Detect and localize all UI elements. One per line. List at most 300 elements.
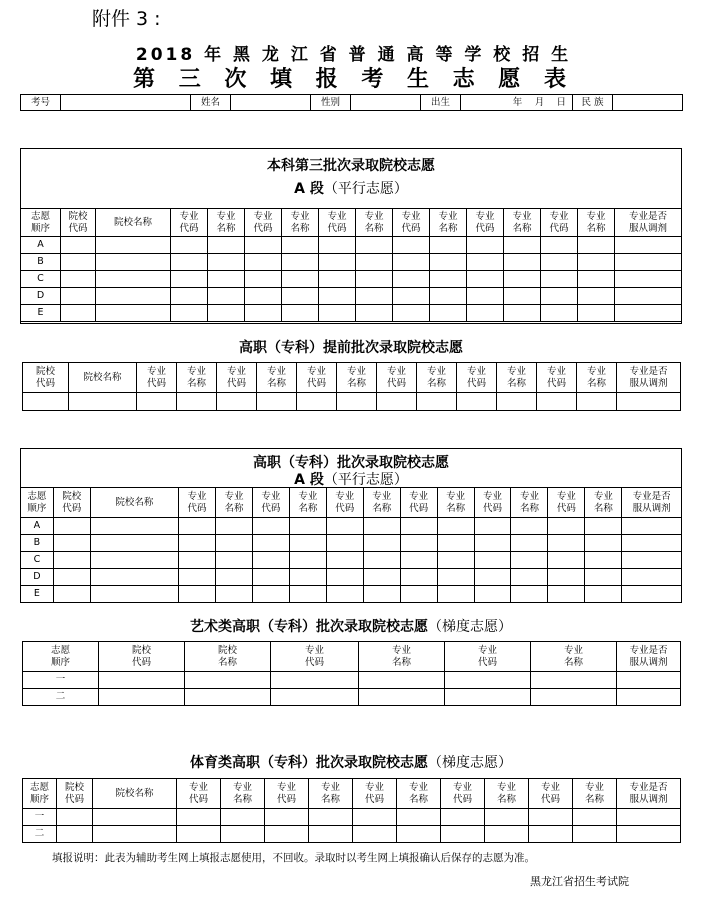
section5-title <box>22 752 680 772</box>
name-label: 姓名 <box>191 95 231 111</box>
input-cell[interactable] <box>356 254 393 271</box>
table-row <box>21 237 682 254</box>
section4-title-main: 艺术类高职（专科）批次录取院校志愿 <box>190 619 428 635</box>
row-label: E <box>21 305 61 322</box>
column-header: 专业是否 服从调剂 <box>617 779 681 809</box>
input-cell[interactable] <box>289 552 326 569</box>
input-cell[interactable] <box>617 809 681 826</box>
input-cell[interactable] <box>393 271 430 288</box>
input-cell[interactable] <box>326 586 363 603</box>
input-cell[interactable] <box>541 271 578 288</box>
header-row <box>23 642 681 672</box>
row-label: C <box>21 271 61 288</box>
column-header: 专业 代码 <box>297 363 337 393</box>
input-cell[interactable] <box>326 535 363 552</box>
input-cell[interactable] <box>393 305 430 322</box>
input-cell[interactable] <box>217 393 257 411</box>
input-cell[interactable] <box>622 586 682 603</box>
input-cell[interactable] <box>511 569 548 586</box>
input-cell[interactable] <box>57 826 93 843</box>
input-cell[interactable] <box>271 689 359 706</box>
table-row <box>21 586 682 603</box>
table-row <box>21 288 682 305</box>
day-label: 日 <box>551 95 573 111</box>
input-cell[interactable] <box>289 535 326 552</box>
column-header: 专业 名称 <box>282 209 319 237</box>
input-cell[interactable] <box>467 305 504 322</box>
input-cell[interactable] <box>282 254 319 271</box>
column-header: 专业 代码 <box>271 642 359 672</box>
input-cell[interactable] <box>504 271 541 288</box>
input-cell[interactable] <box>585 552 622 569</box>
input-cell[interactable] <box>363 586 400 603</box>
input-cell[interactable] <box>397 809 441 826</box>
input-cell[interactable] <box>353 809 397 826</box>
column-header: 院校名称 <box>93 779 177 809</box>
input-cell[interactable] <box>271 672 359 689</box>
input-cell[interactable] <box>326 552 363 569</box>
input-cell[interactable] <box>319 305 356 322</box>
column-header: 专业 代码 <box>474 488 511 518</box>
input-cell[interactable] <box>93 809 177 826</box>
input-cell[interactable] <box>622 535 682 552</box>
input-cell[interactable] <box>179 586 216 603</box>
input-cell[interactable] <box>90 569 178 586</box>
section3-title: 高职（专科）批次录取院校志愿 <box>253 455 449 471</box>
input-cell[interactable] <box>245 237 282 254</box>
column-header: 院校 代码 <box>57 779 93 809</box>
input-cell[interactable] <box>319 237 356 254</box>
column-header: 专业 名称 <box>363 488 400 518</box>
input-cell[interactable] <box>578 288 615 305</box>
section5-title-mode: （梯度志愿） <box>428 755 512 771</box>
input-cell[interactable] <box>61 271 96 288</box>
input-cell[interactable] <box>485 809 529 826</box>
input-cell[interactable] <box>245 305 282 322</box>
input-cell[interactable] <box>400 569 437 586</box>
input-cell[interactable] <box>252 552 289 569</box>
input-cell[interactable] <box>96 288 171 305</box>
column-header: 专业 名称 <box>208 209 245 237</box>
input-cell[interactable] <box>445 689 531 706</box>
input-cell[interactable] <box>245 288 282 305</box>
input-cell[interactable] <box>437 569 474 586</box>
input-cell[interactable] <box>245 254 282 271</box>
input-cell[interactable] <box>430 305 467 322</box>
input-cell[interactable] <box>541 305 578 322</box>
fill-instructions: 填报说明：此表为辅助考生网上填报志愿使用，不回收。录取时以考生网上填报确认后保存的志愿为准。 <box>52 852 535 864</box>
input-cell[interactable] <box>57 809 93 826</box>
input-cell[interactable] <box>467 288 504 305</box>
gender-label: 性别 <box>311 95 351 111</box>
column-header: 专业 代码 <box>541 209 578 237</box>
input-cell[interactable] <box>252 535 289 552</box>
input-cell[interactable] <box>99 672 185 689</box>
input-cell[interactable] <box>511 586 548 603</box>
input-cell[interactable] <box>179 569 216 586</box>
input-cell[interactable] <box>474 552 511 569</box>
input-cell[interactable] <box>363 518 400 535</box>
input-cell[interactable] <box>397 826 441 843</box>
input-cell[interactable] <box>531 672 617 689</box>
input-cell[interactable] <box>467 271 504 288</box>
input-cell[interactable] <box>215 518 252 535</box>
input-cell[interactable] <box>53 535 90 552</box>
input-cell[interactable] <box>573 809 617 826</box>
column-header: 专业 名称 <box>437 488 474 518</box>
input-cell[interactable] <box>282 271 319 288</box>
input-cell[interactable] <box>548 518 585 535</box>
column-header: 院校 代码 <box>53 488 90 518</box>
input-cell[interactable] <box>265 809 309 826</box>
input-cell[interactable] <box>511 518 548 535</box>
column-header: 专业 名称 <box>309 779 353 809</box>
section1-title: 本科第三批次录取院校志愿 <box>267 158 435 174</box>
column-header: 专业 代码 <box>326 488 363 518</box>
input-cell[interactable] <box>377 393 417 411</box>
input-cell[interactable] <box>430 237 467 254</box>
input-cell[interactable] <box>221 826 265 843</box>
input-cell[interactable] <box>393 237 430 254</box>
input-cell[interactable] <box>430 254 467 271</box>
column-header: 专业 代码 <box>457 363 497 393</box>
input-cell[interactable] <box>617 393 681 411</box>
input-cell[interactable] <box>617 826 681 843</box>
ethnicity-field[interactable] <box>613 95 683 111</box>
input-cell[interactable] <box>177 826 221 843</box>
exam-no-field[interactable] <box>61 95 191 111</box>
input-cell[interactable] <box>356 305 393 322</box>
input-cell[interactable] <box>585 518 622 535</box>
input-cell[interactable] <box>541 237 578 254</box>
column-header: 专业 代码 <box>445 642 531 672</box>
input-cell[interactable] <box>353 826 397 843</box>
row-label: A <box>21 518 54 535</box>
column-header: 专业 代码 <box>353 779 397 809</box>
input-cell[interactable] <box>252 569 289 586</box>
input-cell[interactable] <box>309 826 353 843</box>
input-cell[interactable] <box>615 305 682 322</box>
input-cell[interactable] <box>363 535 400 552</box>
input-cell[interactable] <box>615 288 682 305</box>
input-cell[interactable] <box>90 586 178 603</box>
column-header: 专业是否 服从调剂 <box>622 488 682 518</box>
input-cell[interactable] <box>282 237 319 254</box>
column-header: 专业 代码 <box>393 209 430 237</box>
input-cell[interactable] <box>289 569 326 586</box>
input-cell[interactable] <box>179 518 216 535</box>
input-cell[interactable] <box>363 552 400 569</box>
section1-mode: （平行志愿） <box>323 181 408 197</box>
input-cell[interactable] <box>53 552 90 569</box>
column-header: 专业 代码 <box>467 209 504 237</box>
column-header: 院校 代码 <box>99 642 185 672</box>
input-cell[interactable] <box>185 672 271 689</box>
input-cell[interactable] <box>617 689 681 706</box>
input-cell[interactable] <box>467 237 504 254</box>
gender-field[interactable] <box>351 95 421 111</box>
input-cell[interactable] <box>61 288 96 305</box>
column-header: 专业 名称 <box>531 642 617 672</box>
table-row <box>21 305 682 322</box>
input-cell[interactable] <box>474 518 511 535</box>
input-cell[interactable] <box>400 586 437 603</box>
column-header: 专业 代码 <box>319 209 356 237</box>
input-cell[interactable] <box>171 237 208 254</box>
input-cell[interactable] <box>578 271 615 288</box>
column-header: 专业 名称 <box>356 209 393 237</box>
input-cell[interactable] <box>541 288 578 305</box>
input-cell[interactable] <box>359 672 445 689</box>
month-label: 月 <box>529 95 551 111</box>
section3-mode: （平行志愿） <box>323 472 408 488</box>
input-cell[interactable] <box>485 826 529 843</box>
header-row <box>23 779 681 809</box>
input-cell[interactable] <box>441 809 485 826</box>
input-cell[interactable] <box>337 393 377 411</box>
input-cell[interactable] <box>622 552 682 569</box>
input-cell[interactable] <box>356 288 393 305</box>
column-header: 专业 代码 <box>377 363 417 393</box>
input-cell[interactable] <box>504 254 541 271</box>
table-row <box>21 518 682 535</box>
input-cell[interactable] <box>319 254 356 271</box>
name-field[interactable] <box>231 95 311 111</box>
input-cell[interactable] <box>615 271 682 288</box>
input-cell[interactable] <box>617 672 681 689</box>
input-cell[interactable] <box>615 254 682 271</box>
input-cell[interactable] <box>467 254 504 271</box>
input-cell[interactable] <box>504 288 541 305</box>
input-cell[interactable] <box>548 535 585 552</box>
input-cell[interactable] <box>497 393 537 411</box>
input-cell[interactable] <box>96 305 171 322</box>
input-cell[interactable] <box>393 288 430 305</box>
input-cell[interactable] <box>319 271 356 288</box>
input-cell[interactable] <box>511 552 548 569</box>
input-cell[interactable] <box>289 586 326 603</box>
input-cell[interactable] <box>441 826 485 843</box>
input-cell[interactable] <box>430 288 467 305</box>
birth-year-field[interactable] <box>461 95 507 111</box>
column-header: 专业 名称 <box>511 488 548 518</box>
input-cell[interactable] <box>573 826 617 843</box>
input-cell[interactable] <box>537 393 577 411</box>
input-cell[interactable] <box>61 254 96 271</box>
row-label: B <box>21 535 54 552</box>
input-cell[interactable] <box>578 305 615 322</box>
input-cell[interactable] <box>179 535 216 552</box>
column-header: 院校 名称 <box>185 642 271 672</box>
input-cell[interactable] <box>548 552 585 569</box>
input-cell[interactable] <box>437 535 474 552</box>
input-cell[interactable] <box>96 271 171 288</box>
input-cell[interactable] <box>90 552 178 569</box>
input-cell[interactable] <box>326 518 363 535</box>
input-cell[interactable] <box>171 305 208 322</box>
input-cell[interactable] <box>93 826 177 843</box>
column-header: 专业 代码 <box>400 488 437 518</box>
input-cell[interactable] <box>417 393 457 411</box>
input-cell[interactable] <box>257 393 297 411</box>
input-cell[interactable] <box>400 552 437 569</box>
table-row <box>21 254 682 271</box>
input-cell[interactable] <box>445 672 531 689</box>
input-cell[interactable] <box>474 535 511 552</box>
input-cell[interactable] <box>137 393 177 411</box>
column-header: 专业是否 服从调剂 <box>617 642 681 672</box>
input-cell[interactable] <box>474 586 511 603</box>
input-cell[interactable] <box>252 586 289 603</box>
input-cell[interactable] <box>511 535 548 552</box>
input-cell[interactable] <box>504 305 541 322</box>
column-header: 专业 代码 <box>177 779 221 809</box>
input-cell[interactable] <box>90 518 178 535</box>
column-header: 专业 名称 <box>215 488 252 518</box>
input-cell[interactable] <box>615 237 682 254</box>
input-cell[interactable] <box>541 254 578 271</box>
input-cell[interactable] <box>185 689 271 706</box>
input-cell[interactable] <box>359 689 445 706</box>
row-label: D <box>21 288 61 305</box>
input-cell[interactable] <box>585 569 622 586</box>
input-cell[interactable] <box>297 393 337 411</box>
table-row <box>21 552 682 569</box>
input-cell[interactable] <box>53 569 90 586</box>
input-cell[interactable] <box>363 569 400 586</box>
input-cell[interactable] <box>61 237 96 254</box>
input-cell[interactable] <box>215 586 252 603</box>
input-cell[interactable] <box>309 809 353 826</box>
column-header: 专业 代码 <box>537 363 577 393</box>
column-header: 专业 代码 <box>245 209 282 237</box>
input-cell[interactable] <box>430 271 467 288</box>
input-cell[interactable] <box>577 393 617 411</box>
input-cell[interactable] <box>245 271 282 288</box>
input-cell[interactable] <box>215 535 252 552</box>
input-cell[interactable] <box>61 305 96 322</box>
input-cell[interactable] <box>177 809 221 826</box>
input-cell[interactable] <box>289 518 326 535</box>
input-cell[interactable] <box>622 569 682 586</box>
input-cell[interactable] <box>23 393 69 411</box>
row-label: 二 <box>23 689 99 706</box>
input-cell[interactable] <box>171 271 208 288</box>
section3-segment: A 段 <box>294 472 324 488</box>
input-cell[interactable] <box>548 586 585 603</box>
input-cell[interactable] <box>53 586 90 603</box>
input-cell[interactable] <box>282 288 319 305</box>
input-cell[interactable] <box>578 237 615 254</box>
column-header: 专业 名称 <box>221 779 265 809</box>
input-cell[interactable] <box>437 586 474 603</box>
input-cell[interactable] <box>96 254 171 271</box>
column-header: 志愿 顺序 <box>23 642 99 672</box>
input-cell[interactable] <box>393 254 430 271</box>
input-cell[interactable] <box>171 254 208 271</box>
column-header: 专业 名称 <box>577 363 617 393</box>
input-cell[interactable] <box>215 552 252 569</box>
input-cell[interactable] <box>69 393 137 411</box>
input-cell[interactable] <box>177 393 217 411</box>
input-cell[interactable] <box>96 237 171 254</box>
row-label: C <box>21 552 54 569</box>
input-cell[interactable] <box>585 535 622 552</box>
table-row <box>23 809 681 826</box>
input-cell[interactable] <box>215 569 252 586</box>
column-header: 专业是否 服从调剂 <box>615 209 682 237</box>
section1-segment: A 段 <box>294 181 324 197</box>
input-cell[interactable] <box>531 689 617 706</box>
input-cell[interactable] <box>171 288 208 305</box>
input-cell[interactable] <box>265 826 309 843</box>
input-cell[interactable] <box>90 535 178 552</box>
input-cell[interactable] <box>400 518 437 535</box>
input-cell[interactable] <box>474 569 511 586</box>
input-cell[interactable] <box>282 305 319 322</box>
section1-table <box>20 208 682 322</box>
input-cell[interactable] <box>356 271 393 288</box>
input-cell[interactable] <box>529 826 573 843</box>
table-row <box>23 393 681 411</box>
column-header: 专业 名称 <box>417 363 457 393</box>
input-cell[interactable] <box>437 552 474 569</box>
input-cell[interactable] <box>208 237 245 254</box>
input-cell[interactable] <box>319 288 356 305</box>
column-header: 志愿 顺序 <box>21 488 54 518</box>
column-header: 志愿 顺序 <box>23 779 57 809</box>
input-cell[interactable] <box>504 237 541 254</box>
input-cell[interactable] <box>179 552 216 569</box>
input-cell[interactable] <box>400 535 437 552</box>
table-row <box>21 569 682 586</box>
input-cell[interactable] <box>326 569 363 586</box>
input-cell[interactable] <box>252 518 289 535</box>
column-header: 专业 代码 <box>548 488 585 518</box>
section5-title-main: 体育类高职（专科）批次录取院校志愿 <box>190 755 428 771</box>
input-cell[interactable] <box>585 586 622 603</box>
row-label: 一 <box>23 809 57 826</box>
column-header: 院校名称 <box>96 209 171 237</box>
section4-title <box>22 616 680 636</box>
input-cell[interactable] <box>529 809 573 826</box>
input-cell[interactable] <box>548 569 585 586</box>
column-header: 志愿 顺序 <box>21 209 61 237</box>
input-cell[interactable] <box>221 809 265 826</box>
input-cell[interactable] <box>622 518 682 535</box>
input-cell[interactable] <box>356 237 393 254</box>
section1-subtitle <box>21 178 681 198</box>
birth-label: 出生 <box>421 95 461 111</box>
input-cell[interactable] <box>208 305 245 322</box>
column-header: 专业 名称 <box>177 363 217 393</box>
input-cell[interactable] <box>99 689 185 706</box>
input-cell[interactable] <box>208 271 245 288</box>
student-info-row <box>20 94 683 111</box>
input-cell[interactable] <box>437 518 474 535</box>
column-header: 专业 代码 <box>171 209 208 237</box>
column-header: 专业 名称 <box>485 779 529 809</box>
input-cell[interactable] <box>578 254 615 271</box>
input-cell[interactable] <box>208 254 245 271</box>
input-cell[interactable] <box>208 288 245 305</box>
exam-no-label: 考号 <box>21 95 61 111</box>
section5-table <box>22 778 681 843</box>
input-cell[interactable] <box>457 393 497 411</box>
column-header: 院校名称 <box>69 363 137 393</box>
input-cell[interactable] <box>53 518 90 535</box>
column-header: 专业 代码 <box>217 363 257 393</box>
